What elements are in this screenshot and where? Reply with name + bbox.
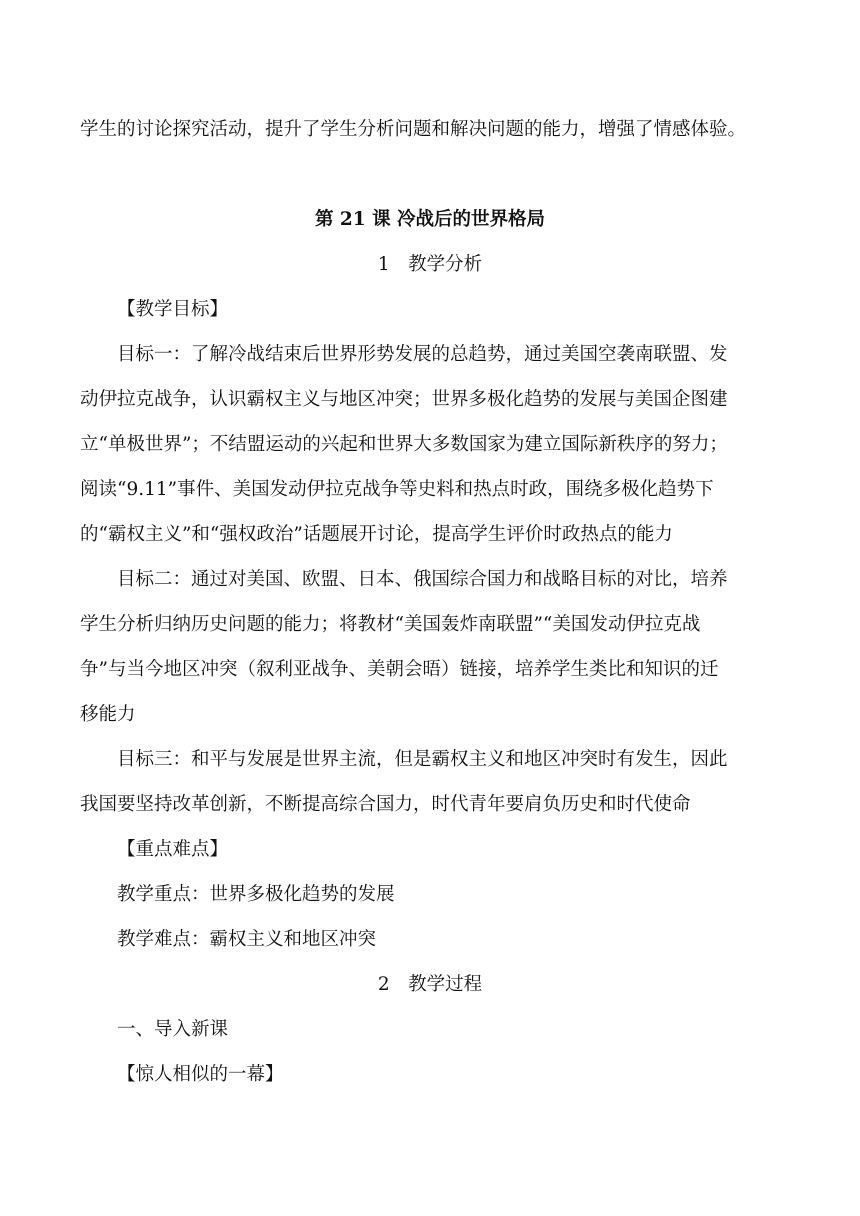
section-heading: 2 教学过程 [377, 974, 483, 995]
paragraph-line: 我国要坚持改革创新，不断提高综合国力，时代青年要肩负历史和时代使命 [80, 794, 691, 815]
paragraph-line: 目标三：和平与发展是世界主流，但是霸权主义和地区冲突时有发生，因此 [117, 749, 728, 770]
paragraph-line: 争”与当今地区冲突（叙利亚战争、美朝会晤）链接，培养学生类比和知识的迁 [80, 659, 719, 680]
paragraph-line: 移能力 [80, 704, 136, 725]
paragraph-line: 动伊拉克战争，认识霸权主义与地区冲突；世界多极化趋势的发展与美国企图建 [80, 389, 728, 410]
paragraph-line: 立“单极世界”；不结盟运动的兴起和世界大多数国家为建立国际新秩序的努力； [80, 434, 728, 455]
lesson-title: 第 21 课 冷战后的世界格局 [314, 209, 546, 230]
subheading: 【惊人相似的一幕】 [117, 1064, 284, 1085]
paragraph-line: 一、导入新课 [117, 1019, 229, 1040]
paragraph-line: 学生分析归纳历史问题的能力；将教材“美国轰炸南联盟”“美国发动伊拉克战 [80, 614, 701, 635]
paragraph-line: 学生的讨论探究活动，提升了学生分析问题和解决问题的能力，增强了情感体验。 [80, 119, 747, 140]
subheading: 【教学目标】 [117, 299, 229, 320]
paragraph-line: 阅读“9.11”事件、美国发动伊拉克战争等史料和热点时政，围绕多极化趋势下 [80, 479, 714, 500]
section-heading: 1 教学分析 [377, 254, 483, 275]
difficult-point: 教学难点：霸权主义和地区冲突 [117, 929, 377, 950]
paragraph-line: 的“霸权主义”和“强权政治”话题展开讨论，提高学生评价时政热点的能力 [80, 524, 673, 545]
paragraph-line: 目标二：通过对美国、欧盟、日本、俄国综合国力和战略目标的对比，培养 [117, 569, 728, 590]
key-point: 教学重点：世界多极化趋势的发展 [117, 884, 395, 905]
subheading: 【重点难点】 [117, 839, 229, 860]
paragraph-line: 目标一：了解冷战结束后世界形势发展的总趋势，通过美国空袭南联盟、发 [117, 344, 728, 365]
